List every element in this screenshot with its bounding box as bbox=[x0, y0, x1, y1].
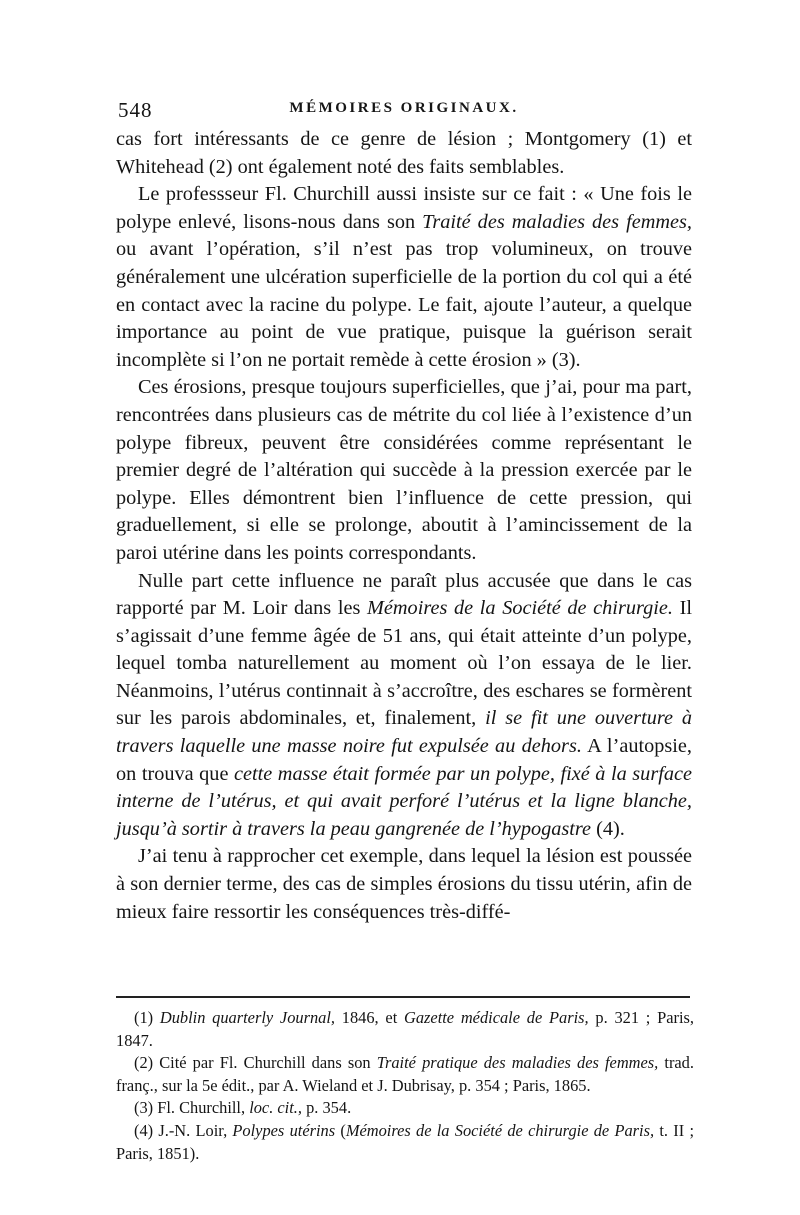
footnote-divider bbox=[116, 996, 690, 998]
footnote-2: (2) Cité par Fl. Churchill dans son Traité pratique des maladies des femmes, trad. franç., sur la 5e édit., par A. Wieland et J. Dubrisay, p. 354 ; Paris, 1865. bbox=[116, 1053, 694, 1095]
body-text bbox=[116, 126, 692, 926]
page-number: 548 bbox=[118, 98, 153, 122]
footnote-3: (3) Fl. Churchill, loc. cit., p. 354. bbox=[134, 1098, 352, 1118]
journal-title: Mémoires de la Société de chirurgie. bbox=[367, 597, 673, 620]
running-head: MÉMOIRES ORIGINAUX. bbox=[289, 100, 519, 116]
footnote-4: (4) J.-N. Loir, Polypes utérins (Mémoires de la Société de chirurgie de Paris, t. II ; Paris, 1851). bbox=[116, 1120, 694, 1163]
paragraph-1: cas fort intéressants de ce genre de lésion ; Montgomery (1) et Whitehead (2) ont également noté des faits semblables. bbox=[116, 128, 692, 178]
footnote-1: (1) Dublin quarterly Journal, 1846, et Gazette médicale de Paris, p. 321 ; Paris, 1847. bbox=[116, 1008, 694, 1050]
paragraph-5: J’ai tenu à rapprocher cet exemple, dans lequel la lésion est poussée à son dernier terme, des cas de simples érosions du tissu utérin, afin de mieux faire ressortir les conséquences très-diffé- bbox=[116, 845, 692, 923]
footnotes bbox=[116, 1007, 694, 1165]
paragraph-4: Nulle part cette influence ne paraît plus accusée que dans le cas rapporté par M. Loir dans les Mémoires de la Société de chirurgie. Il s’agissait d’une femme âgée de 51 ans, qui était atteinte d’un polype, lequel tomba naturellement au moment où l’on essaya de le lier. Néanmoins, l’utérus continnait à s’accroître, des eschares se formèrent sur les parois abdominales, et, finalement, il se fit une ouverture à travers laquelle une masse noire fut expulsée au dehors. A l’autopsie, on trouva que cette masse était formée par un polype, fixé à la surface interne de l’utérus, et qui avait perforé l’utérus et la ligne blanche, jusqu’à sortir à travers la peau gangrenée de l’hypogastre (4). bbox=[116, 569, 692, 840]
book-title: Traité des maladies des femmes, bbox=[422, 210, 693, 233]
italic-quote: cette masse était formée par un polype, fixé à la surface interne de l’utérus, et qui avait perforé l’utérus et la ligne blanche, jusqu’à sortir à travers la peau gangrenée de l’hypogastre bbox=[116, 762, 692, 840]
italic-quote: il se fit une ouverture à travers laquelle une masse noire fut expulsée au dehors. bbox=[116, 707, 692, 758]
paragraph-2: Le professseur Fl. Churchill aussi insiste sur ce fait : « Une fois le polype enlevé, lisons-nous dans son Traité des maladies des femmes, ou avant l’opération, s’il n’est pas trop volumineux, on trouve généralement une ulcération superficielle de la portion du col qui a été en contact avec la racine du polype. Le fait, ajoute l’auteur, a quelque importance au point de vue pratique, puisque la guérison serait incomplète si l’on ne portait remède à cette érosion » (3). bbox=[116, 183, 693, 371]
page-header bbox=[118, 98, 690, 124]
paragraph-3: Ces érosions, presque toujours superficielles, que j’ai, pour ma part, rencontrées dans plusieurs cas de métrite du col liée à l’existence d’un polype fibreux, peuvent être considérées comme représentant le premier degré de l’altération qui succède à la pression exercée par le polype. Elles démontrent bien l’influence de cette pression, qui graduellement, si elle se prolonge, aboutit à l’amincissement de la paroi utérine dans les points correspondants. bbox=[116, 376, 692, 564]
